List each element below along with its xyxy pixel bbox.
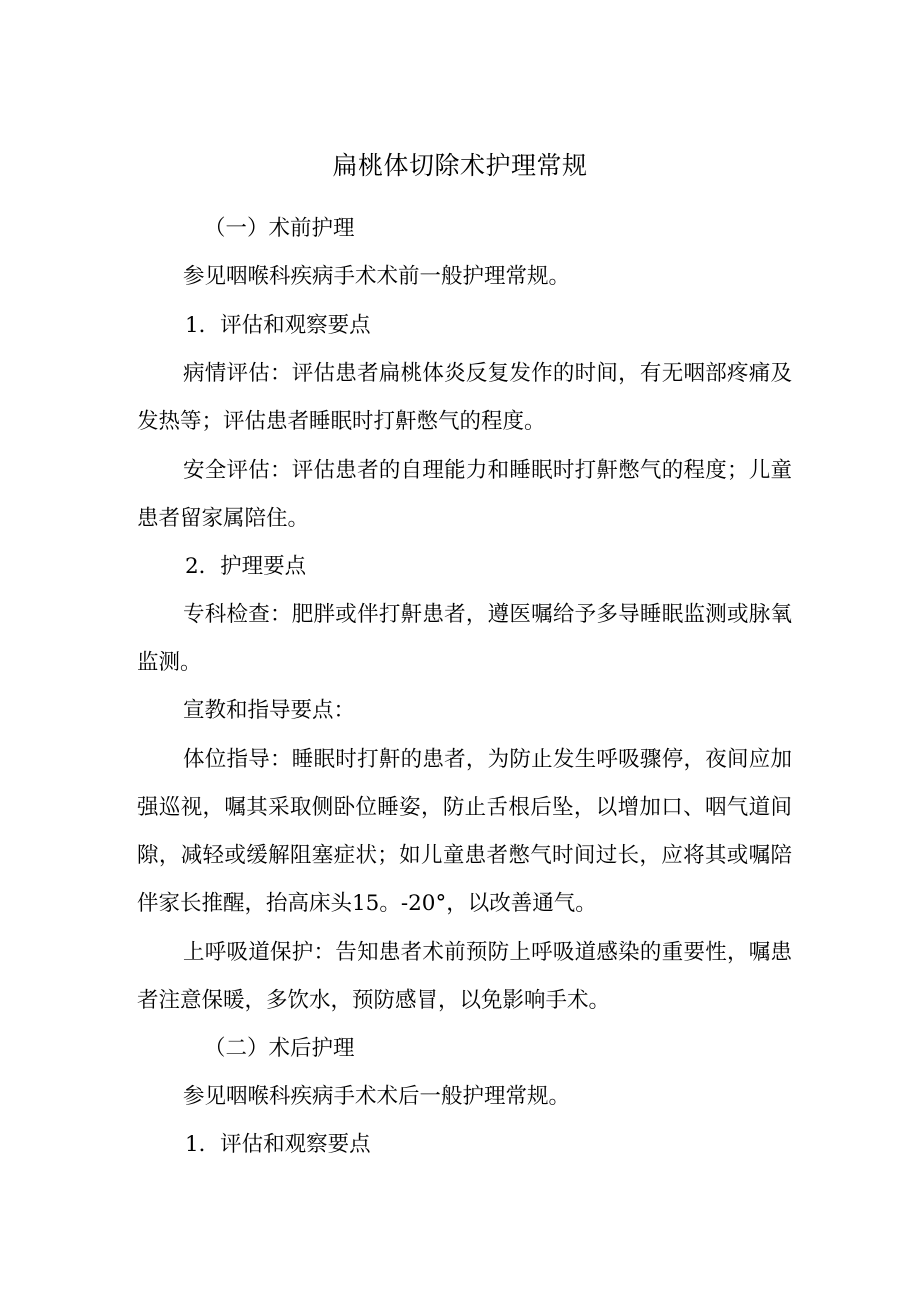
document-title: 扁桃体切除术护理常规 <box>332 151 588 180</box>
subheading-post-assessment: 1．评估和观察要点 <box>185 1132 371 1157</box>
section-heading-preoperative: （一）术前护理 <box>204 216 355 241</box>
section-heading-postoperative: （二）术后护理 <box>204 1036 355 1061</box>
paragraph-postoperative-reference: 参见咽喉科疾病手术术后一般护理常规。 <box>183 1084 571 1109</box>
paragraph-condition-assessment: 病情评估：评估患者扁桃体炎反复发作的时间，有无咽部疼痛及发热等；评估患者睡眠时打鼾憋气的程度。 <box>137 361 792 434</box>
paragraph-preoperative-reference: 参见咽喉科疾病手术术前一般护理常规。 <box>183 264 571 289</box>
subheading-assessment: 1．评估和观察要点 <box>185 313 371 338</box>
paragraph-education-heading: 宣教和指导要点： <box>183 698 356 723</box>
subheading-nursing-points: 2．护理要点 <box>185 554 307 579</box>
paragraph-safety-assessment: 安全评估：评估患者的自理能力和睡眠时打鼾憋气的程度；儿童患者留家属陪住。 <box>137 458 792 531</box>
paragraph-special-exam: 专科检查：肥胖或伴打鼾患者，遵医嘱给予多导睡眠监测或脉氧监测。 <box>137 602 792 675</box>
paragraph-airway-protection: 上呼吸道保护：告知患者术前预防上呼吸道感染的重要性，嘱患者注意保暖，多饮水，预防感冒，以免影响手术。 <box>137 940 792 1013</box>
paragraph-position-guidance: 体位指导：睡眠时打鼾的患者，为防止发生呼吸骤停，夜间应加强巡视，嘱其采取侧卧位睡姿，防止舌根后坠，以增加口、咽气道间隙，减轻或缓解阻塞症状；如儿童患者憋气时间过长，应将其或嘱陪伴家长推醒，抬高床头15。-20°，以改善通气。 <box>137 747 792 916</box>
